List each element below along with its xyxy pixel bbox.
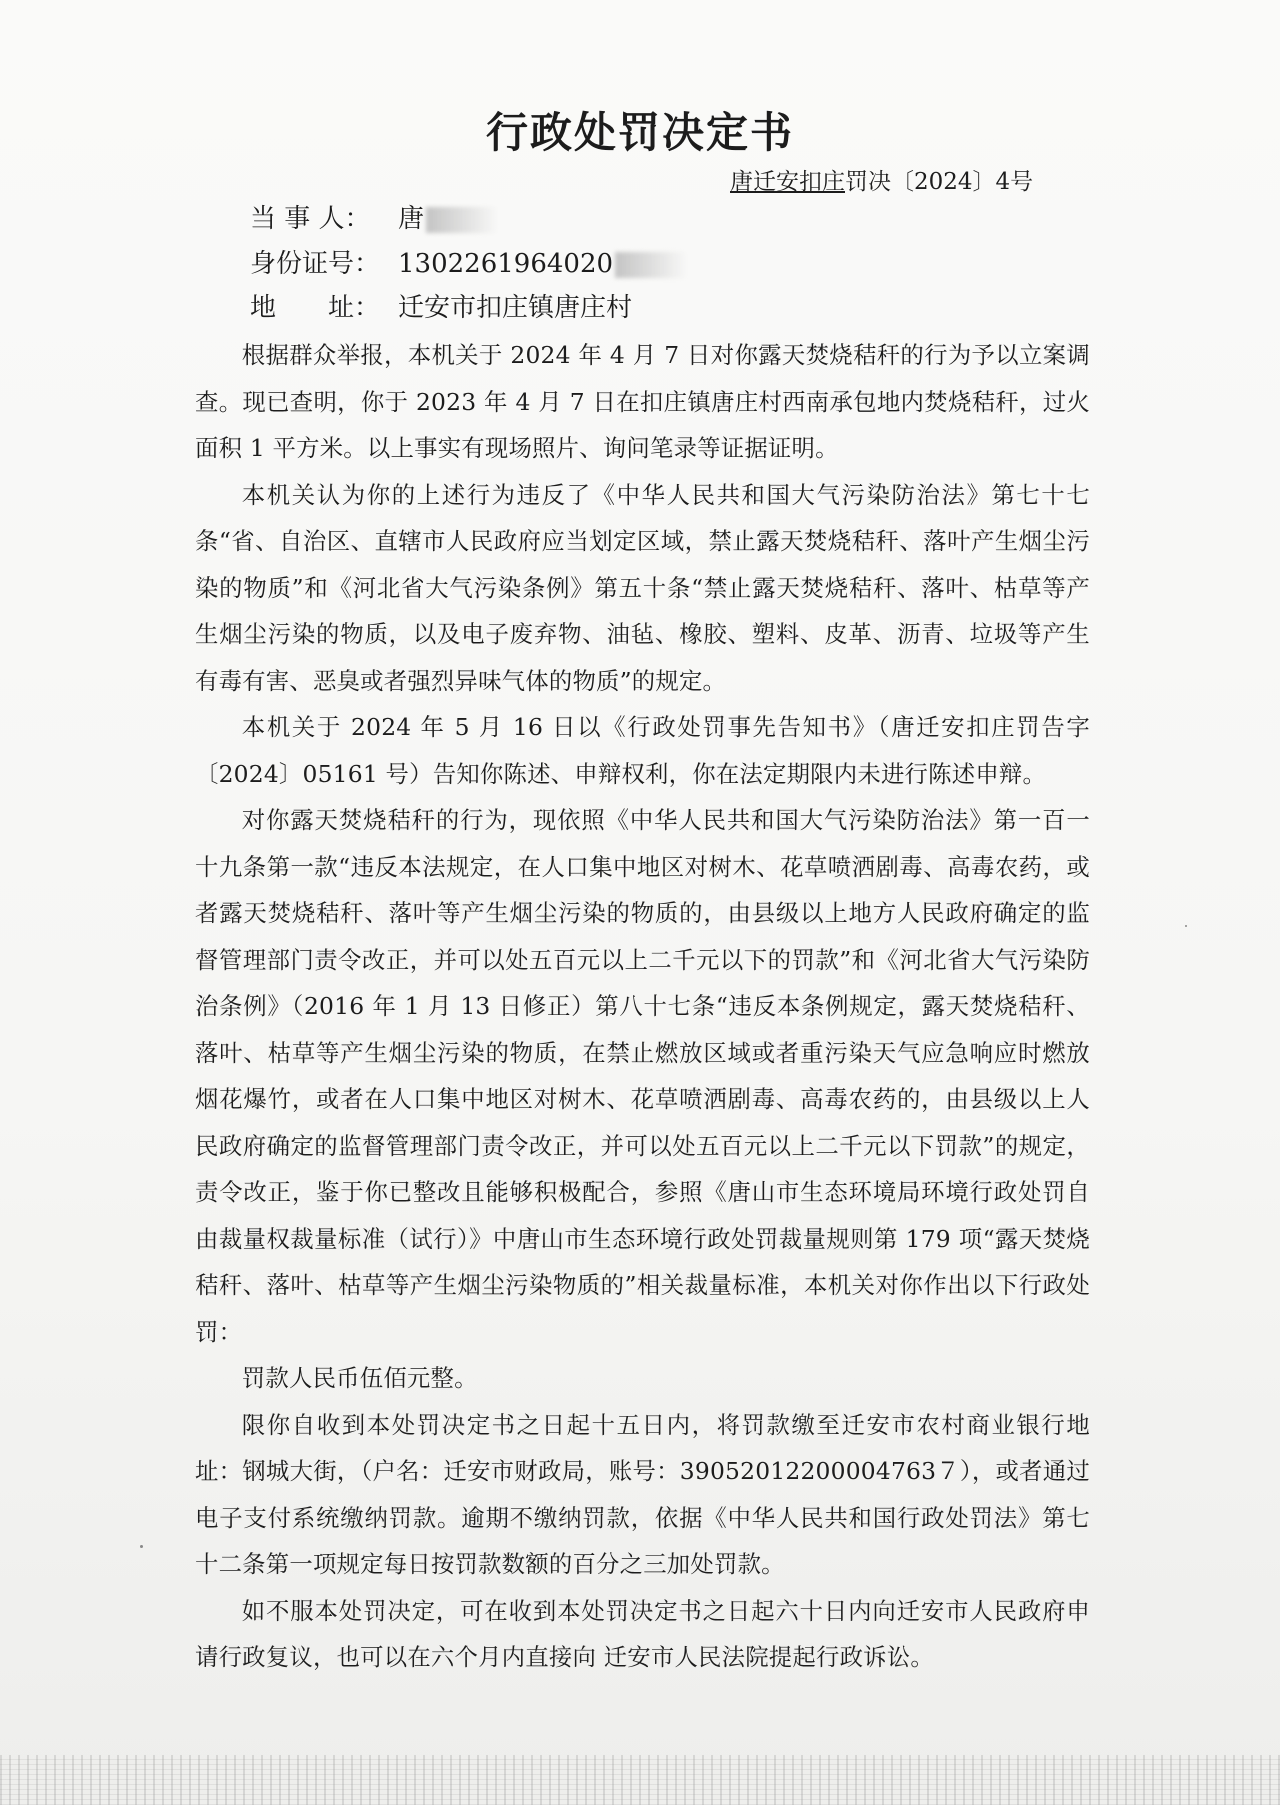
document-body	[195, 332, 1090, 1681]
party-id-row	[250, 244, 685, 284]
paper-speck	[1185, 925, 1187, 927]
party-address-value: 迁安市扣庄镇唐庄村	[398, 293, 633, 323]
paragraph-violation: 本机关认为你的上述行为违反了《中华人民共和国大气污染防治法》第七十七条“省、自治区、直辖市人民政府应当划定区域，禁止露天焚烧秸秆、落叶产生烟尘污染的物质”和《河北省大气污染条例》第五十条“禁止露天焚烧秸秆、落叶、枯草等产生烟尘污染的物质，以及电子废弃物、油毡、橡胶、塑料、皮革、沥青、垃圾等产生有毒有害、恶臭或者强烈异味气体的物质”的规定。	[195, 480, 1090, 695]
paragraph-investigation: 根据群众举报，本机关于 2024 年 4 月 7 日对你露天焚烧秸秆的行为予以立案调查。现已查明，你于 2023 年 4 月 7 日在扣庄镇唐庄村西南承包地内焚烧秸秆，过火面积 1 平方米。以上事实有现场照片、询问笔录等证据证明。	[195, 341, 1090, 462]
paragraph-penalty: 罚款人民币伍佰元整。	[241, 1364, 478, 1392]
paragraph-payment: 限你自收到本处罚决定书之日起十五日内，将罚款缴至迁安市农村商业银行地址：钢城大街，（户名：迁安市财政局，账号：39052012200004763７），或者通过电子支付系统缴纳罚款。逾期不缴纳罚款，依据《中华人民共和国行政处罚法》第七十二条第一项规定每日按罚款数额的百分之三加处罚款。	[195, 1410, 1090, 1578]
party-id-label: 身份证号：	[250, 249, 381, 279]
party-id-value: 1302261964020	[398, 249, 614, 279]
party-name-label: 当 事 人：	[250, 204, 371, 234]
paragraph-legal-basis: 对你露天焚烧秸秆的行为，现依照《中华人民共和国大气污染防治法》第一百一十九条第一款“违反本法规定，在人口集中地区对树木、花草喷洒剧毒、高毒农药，或者露天焚烧秸秆、落叶等产生烟尘污染的物质的，由县级以上地方人民政府确定的监督管理部门责令改正，并可以处五百元以上二千元以下的罚款”和《河北省大气污染防治条例》（2016 年 1 月 13 日修正）第八十七条“违反本条例规定，露天焚烧秸秆、落叶、枯草等产生烟尘污染的物质，在禁止燃放区域或者重污染天气应急响应时燃放烟花爆竹，或者在人口集中地区对树木、花草喷洒剧毒、高毒农药的，由县级以上人民政府确定的监督管理部门责令改正，并可以处五百元以上二千元以下罚款”的规定，责令改正，鉴于你已整改且能够积极配合，参照《唐山市生态环境局环境行政处罚自由裁量权裁量标准（试行）》中唐山市生态环境行政处罚裁量规则第 179 项“露天焚烧秸秆、落叶、枯草等产生烟尘污染物质的”相关裁量标准，本机关对你作出以下行政处罚：	[195, 806, 1090, 1346]
document-title: 行政处罚决定书	[485, 108, 794, 157]
document-number-suffix: 罚决〔2024〕4号	[845, 169, 1034, 195]
party-address-row	[250, 288, 632, 328]
party-name-value: 唐	[398, 204, 425, 234]
party-address-label: 地 址：	[250, 293, 381, 323]
scan-noise-band	[0, 1755, 1280, 1805]
party-name-row	[250, 199, 496, 239]
document-number-prefix: 唐迁安扣庄	[730, 169, 845, 195]
paper-speck	[140, 1545, 143, 1548]
paragraph-notification: 本机关于 2024 年 5 月 16 日以《行政处罚事先告知书》（唐迁安扣庄罚告字〔2024〕05161 号）告知你陈述、申辩权利，你在法定期限内未进行陈述申辩。	[195, 713, 1090, 788]
document-number	[730, 163, 1033, 196]
redaction-mark	[426, 207, 496, 233]
redaction-mark	[615, 252, 685, 278]
paragraph-appeal: 如不服本处罚决定，可在收到本处罚决定书之日起六十日内向迁安市人民政府申请行政复议，也可以在六个月内直接向 迁安市人民法院提起行政诉讼。	[195, 1596, 1090, 1671]
